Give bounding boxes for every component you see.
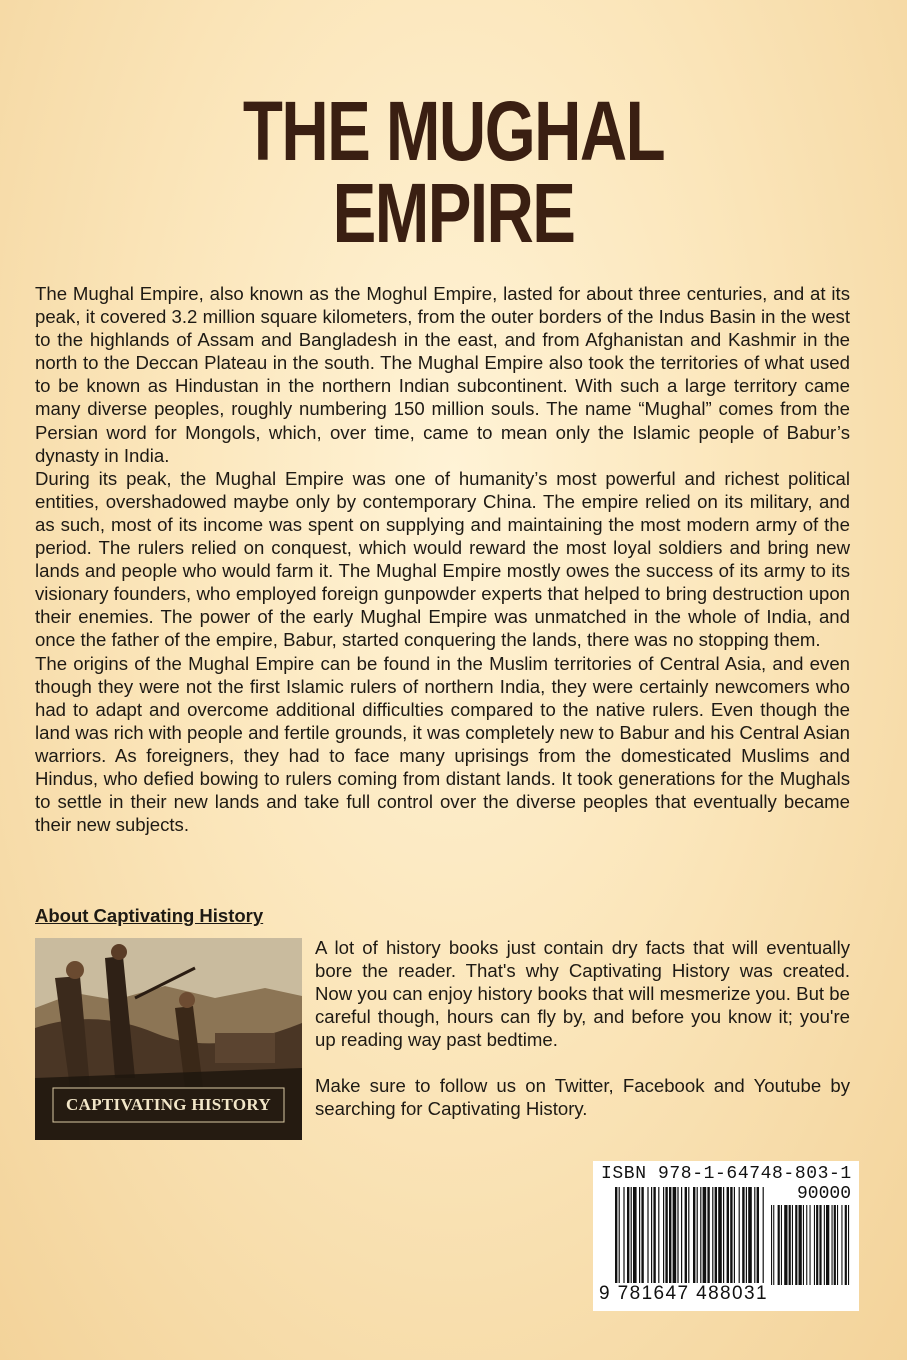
addon-bar: [848, 1205, 849, 1285]
barcode-bar: [673, 1187, 677, 1285]
barcode-bar: [707, 1187, 709, 1285]
barcode-bar: [718, 1187, 722, 1285]
barcode-bar: [746, 1187, 747, 1285]
barcode-bar: [688, 1187, 689, 1285]
barcode-bar: [763, 1187, 764, 1285]
barcode-bar: [615, 1187, 617, 1285]
barcode-bar: [703, 1187, 707, 1285]
barcode-bar: [700, 1187, 701, 1285]
barcode: [593, 1161, 859, 1311]
isbn-label: ISBN 978-1-64748-803-1: [601, 1164, 852, 1184]
addon-bar: [792, 1205, 793, 1285]
addon-bar: [826, 1205, 829, 1285]
barcode-bar: [739, 1187, 740, 1285]
barcode-bar: [693, 1187, 695, 1285]
barcode-bar: [669, 1187, 671, 1285]
addon-bar: [841, 1205, 842, 1285]
addon-bar: [795, 1205, 797, 1285]
barcode-bar: [748, 1187, 752, 1285]
about-paragraph-2: Make sure to follow us on Twitter, Facebook and Youtube by searching for Captivating History.: [315, 1075, 850, 1119]
barcode-bar: [685, 1187, 687, 1285]
addon-bar: [824, 1205, 825, 1285]
addon-bar: [789, 1205, 791, 1285]
about-text: [315, 936, 850, 1143]
addon-bar: [799, 1205, 802, 1285]
barcode-bar: [653, 1187, 655, 1285]
barcode-bar: [641, 1187, 643, 1285]
barcode-bar: [742, 1187, 744, 1285]
addon-bar: [814, 1205, 815, 1285]
barcode-bar: [754, 1187, 755, 1285]
barcode-bar: [715, 1187, 717, 1285]
addon-bar: [834, 1205, 836, 1285]
barcode-bar: [730, 1187, 732, 1285]
addon-bar: [816, 1205, 818, 1285]
description-paragraph-1: The Mughal Empire, also known as the Moghul Empire, lasted for about three centuries, and at its peak, it covered 3.2 million square kilometers, from the outer borders of the Indus Basin in the west to the highlands of Assam and Bangladesh in the east, and from Afghanistan and Kashmir in the north to the Deccan Plateau in the south. The Mughal Empire also took the territories of what used to be known as Hindustan in the northern Indian subcontinent. With such a large territory came many diverse peoples, roughly numbering 150 million souls. The name “Mughal” comes from the Persian word for Mongols, which, over time, came to mean only the Islamic people of Babur’s dynasty in India.: [35, 283, 850, 466]
barcode-bar: [627, 1187, 629, 1285]
barcode-bar: [647, 1187, 648, 1285]
about-heading: About Captivating History: [35, 905, 264, 926]
addon-bar: [845, 1205, 847, 1285]
addon-bar: [806, 1205, 807, 1285]
barcode-bar: [619, 1187, 620, 1285]
addon-bar: [803, 1205, 804, 1285]
addon-bar: [773, 1205, 774, 1285]
addon-bar: [781, 1205, 782, 1285]
addon-bar: [810, 1205, 811, 1285]
addon-bar: [778, 1205, 780, 1285]
description-paragraph-2: During its peak, the Mughal Empire was one of humanity’s most powerful and richest political entities, overshadowed maybe only by contemporary China. The empire relied on its military, and as such, most of its income was spent on supplying and maintaining the most modern army of the period. The rulers relied on conquest, which would reward the most loyal soldiers and bring new lands and people who would farm it. The Mughal Empire mostly owes the success of its army to its visionary founders, who employed foreign gunpowder experts that helped to bring destruction upon their enemies. The power of the early Mughal Empire was unmatched in the whole of India, and once the father of the empire, Babur, started conquering the lands, there was no stopping them.: [35, 467, 850, 651]
barcode-bar: [633, 1187, 637, 1285]
book-title: [100, 84, 807, 260]
barcode-bar: [623, 1187, 624, 1285]
barcode-bar: [651, 1187, 652, 1285]
barcode-bar: [665, 1187, 667, 1285]
publisher-image: [35, 938, 302, 1140]
book-description: [35, 282, 850, 836]
addon-bar: [819, 1205, 821, 1285]
barcode-bar: [658, 1187, 659, 1285]
addon-bar: [832, 1205, 833, 1285]
description-paragraph-3: The origins of the Mughal Empire can be found in the Muslim territories of Central Asia, and even though they were not the first Islamic rulers of northern India, they were certainly newcomers who had to adapt and overcome additional difficulties compared to the native rulers. Even though the land was rich with people and fertile grounds, it was completely new to Babur and his Central Asian warriors. As foreigners, they had to face many uprisings from the domesticated Muslims and Hindus, who defied bowing to rulers coming from distant lands. It took generations for the Mughals to settle in their new lands and take full control over the diverse peoples that eventually became their new subjects.: [35, 652, 850, 836]
barcode-bar: [757, 1187, 759, 1285]
addon-bar: [771, 1205, 772, 1285]
barcode-bar: [681, 1187, 682, 1285]
title-line-1: THE MUGHAL: [242, 84, 665, 178]
barcode-bar: [727, 1187, 729, 1285]
ean-number: 9 781647 488031: [599, 1283, 768, 1304]
price-code: 90000: [796, 1184, 851, 1204]
barcode-bar: [723, 1187, 724, 1285]
addon-bar: [837, 1205, 838, 1285]
addon-bar: [784, 1205, 787, 1285]
about-paragraph-1: A lot of history books just contain dry facts that will eventually bore the reader. That's why Captivating History was created. Now you can enjoy history books that will mesmerize you. But be careful though, hours can fly by, and before you know it; you're up reading way past bedtime.: [315, 937, 850, 1050]
barcode-bar: [663, 1187, 664, 1285]
barcode-bar: [677, 1187, 678, 1285]
barcode-bar: [639, 1187, 640, 1285]
barcode-bar: [697, 1187, 698, 1285]
title-line-2: EMPIRE: [332, 166, 575, 260]
barcode-bar: [631, 1187, 632, 1285]
barcode-bar: [734, 1187, 735, 1285]
publisher-logo: CAPTIVATING HISTORY: [66, 1095, 271, 1114]
barcode-bar: [712, 1187, 713, 1285]
